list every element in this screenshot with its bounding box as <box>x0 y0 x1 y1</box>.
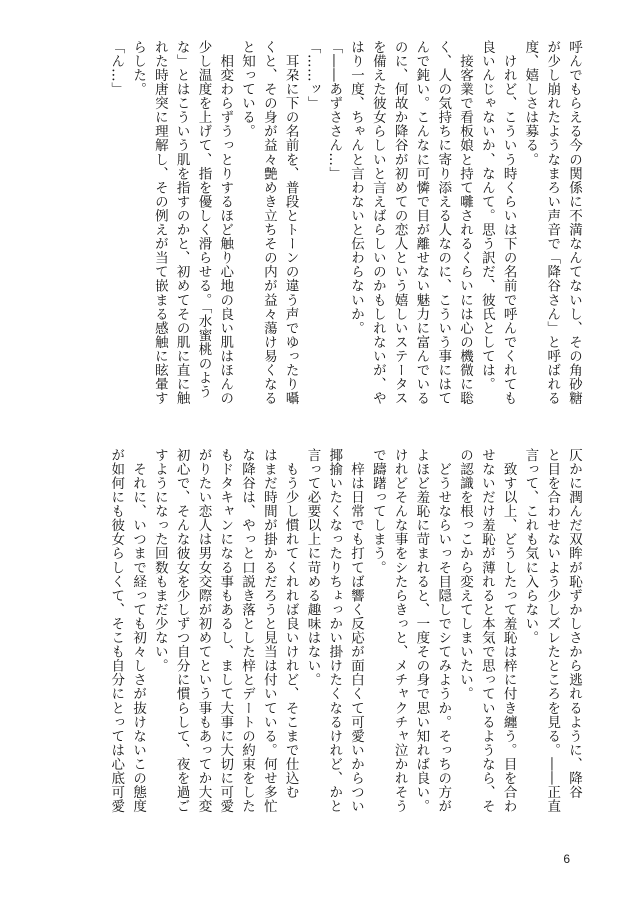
text-line: はり一度、ちゃんと言わないと伝わらないか。 <box>348 40 365 336</box>
text-line: れた時唐突に理解し、その例えが当て嵌まる感触に眩暈す <box>151 40 168 406</box>
text-line: もドタキャンになる事もあるし、まして大事に大切に可愛 <box>217 448 234 814</box>
text-line: 「――あずささん…」 <box>326 40 343 181</box>
text-line: 良いんじゃないか、なんて。思う訳だ、彼氏としては。 <box>478 40 495 392</box>
text-line: それに、いつまで経っても初々しさが抜けないこの態度 <box>130 448 147 814</box>
text-line: 初心で、そんな彼女を少しずつ自分に慣らして、夜を過ご <box>173 448 190 814</box>
text-line: すようになった回数もまだ少ない。 <box>151 448 168 673</box>
text-line: 致す以上、どうしたって羞恥は梓に付き纏う。目を合わ <box>500 448 517 814</box>
page-number: 6 <box>563 852 570 866</box>
text-line: な降谷は、やっと口説き落とした梓とデートの約束をした <box>239 448 256 814</box>
text-line: 梓は日常でも打てば響く反応が面白くて可愛いからつい <box>348 448 365 814</box>
text-line: で躊躇ってしまう。 <box>369 448 386 575</box>
text-line: けれど、こういう時くらいは下の名前で呼んでくれても <box>500 40 517 406</box>
text-line: の認識を根っこから変えてしまいたい。 <box>457 448 474 701</box>
text-line: く、人の気持ちに寄り添える人なのに、こういう事にはて <box>435 40 452 406</box>
text-line: 呼んでもらえる今の関係に不満なんてないし、その角砂糖 <box>566 40 582 406</box>
text-line: 揶揄いたくなったりちょっかい掛けたくなるけれど、かと <box>326 448 343 814</box>
text-line: けれどそんな事をシたらきっと、メチャクチャ泣かれそう <box>391 448 408 814</box>
text-line: を備えた彼女らしいと言えばらしいのかもしれないが、や <box>369 40 386 406</box>
text-line: 接客業で看板娘と持て囃されるくらいには心の機微に聡 <box>457 40 474 406</box>
text-line: はまだ時間が掛かるだろうと見当は付いている。何せ多忙 <box>260 448 277 814</box>
text-block-bottom <box>82 448 584 820</box>
text-block-top <box>82 40 584 412</box>
text-line: 「ん…」 <box>108 40 125 97</box>
text-line: 少し温度を上げて、指を優しく滑らせる。「水蜜桃のよう <box>195 40 212 399</box>
text-line: くと、その身が益々艶めき立ちその内が益々蕩け易くなる <box>260 40 277 406</box>
text-line: らした。 <box>130 40 147 97</box>
text-line: な」とはこういう肌を指すのかと、初めてその肌に直に触 <box>173 40 190 406</box>
text-line: 言って必要以上に苛める趣味はない。 <box>304 448 321 687</box>
text-line: が少し崩れたようなまろい声音で「降谷さん」と呼ばれる <box>544 40 561 406</box>
text-line: 耳朶に下の名前を、普段とトーンの違う声でゆったり囁 <box>282 40 299 406</box>
text-line: と知っている。 <box>239 40 256 139</box>
text-line: せないだけ羞恥が薄れると本気で思っているようなら、そ <box>478 448 495 814</box>
text-line: が如何にも彼女らしくて、そこも自分にとっては心底可愛 <box>108 448 125 814</box>
text-line: 言って、これも気に入らない。 <box>522 448 539 645</box>
text-line: 度、嬉しさは募る。 <box>522 40 539 167</box>
text-line: もう少し慣れてくれれば良いけれど、そこまで仕込む <box>282 448 299 800</box>
text-line: がりたい恋人は男女交際が初めてという事もあってか大変 <box>195 448 212 814</box>
text-line: どうせならいっそ目隠しでシてみようか。そっちの方が <box>435 448 452 814</box>
text-line: と目を合わせないよう少しズレたところを見る。――正直 <box>544 448 561 814</box>
text-line: 仄かに潤んだ双眸が恥ずかしさから逃れるように、降谷 <box>566 448 582 800</box>
text-line: よほど羞恥に苛まれると、一度その身で思い知れば良い。 <box>413 448 430 814</box>
text-line: んで鈍い。こんなに可憐で目が離せない魅力に富んでいる <box>413 40 430 406</box>
text-line: のに、何故か降谷が初めての恋人という嬉しいステータス <box>391 40 408 406</box>
text-line: 相変わらずうっとりするほど触り心地の良い肌はほんの <box>217 40 234 406</box>
text-line: 「……ッ」 <box>304 40 321 111</box>
